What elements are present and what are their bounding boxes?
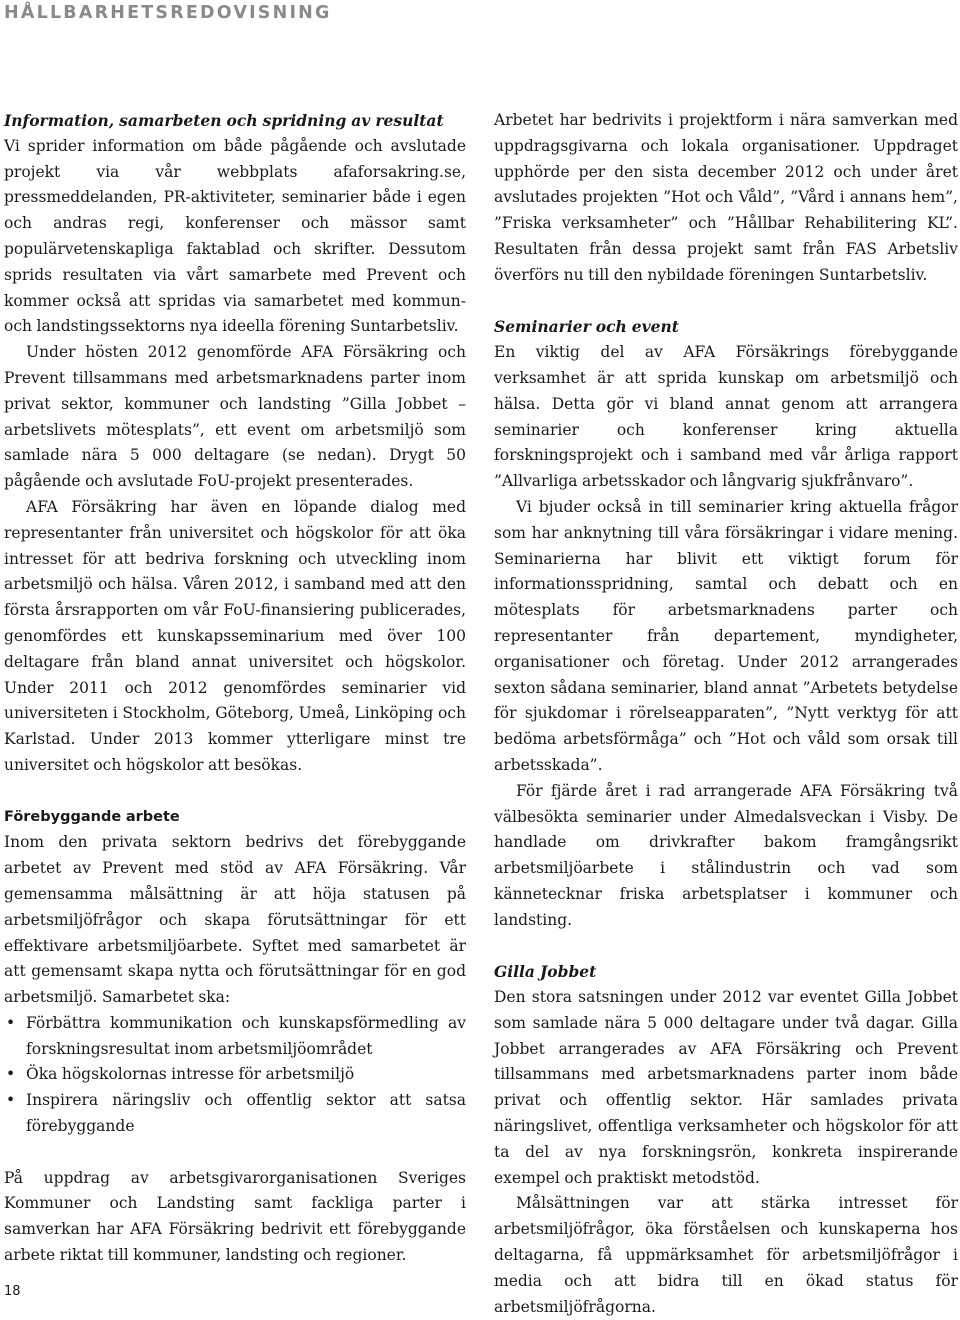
paragraph: Målsättningen var att stärka intresset för arbetsmiljöfrågor, öka förståelsen och kunskaperna hos deltagarna, få uppmärksamhet för arbetsmiljöfrågor i media och att bidra till en ökad status för arbetsmiljöfrågorna. [494,1194,958,1316]
left-column [4,108,466,1269]
paragraph: Vi bjuder också in till seminarier kring aktuella frågor som har anknytning till våra försäkringar i vidare mening. Seminarierna har blivit ett viktigt forum för informationsspridning, samtal och debatt och en mötesplats för arbetsmarknadens parter och representanter från departement, myndigheter, organisationer och företag. Under 2012 arrangerades sexton sådana seminarier, bland annat ”Arbetets betydelse för sjukdomar i rörelseapparaten”, ”Nytt verktyg för att bedöma arbetsförmåga” och ”Hot och våld som orsak till arbetsskada”. [494,497,958,774]
paragraph: På uppdrag av arbetsgivarorganisationen Sveriges Kommuner och Landsting samt fackliga parter i samverkan har AFA Försäkring bedrivit ett förebyggande arbete riktat till kommuner, landsting och regioner. [4,1168,466,1265]
paragraph: En viktig del av AFA Försäkrings förebyggande verksamhet är att sprida kunskap om arbetsmiljö och hälsa. Detta gör vi bland annat genom att arrangera seminarier och konferenser kring aktuella forskningsprojekt och i samband med vår årliga rapport ”Allvarliga arbetsskador och långvarig sjukfrånvaro”. [494,343,958,491]
heading-gilla-jobbet: Gilla Jobbet [494,962,597,982]
list-item: • Förbättra kommunikation och kunskapsförmedling av forskningsresultat inom arbetsmiljöområdet [4,1011,466,1063]
list-item: • Inspirera näringsliv och offentlig sektor att satsa förebyggande [4,1088,466,1140]
paragraph: Vi sprider information om både pågående och avslutade projekt via vår webbplats afaforsakring.se, pressmeddelanden, PR-aktiviteter, seminarier både i egen och andras regi, konferenser och mässor samt populärvetenskapliga faktablad och skrifter. Dessutom sprids resultaten via vårt samarbete med Prevent och kommer också att spridas via samarbetet med kommun- och landstingssektorns nya ideella förening Suntarbetsliv. [4,136,466,336]
heading-seminarier: Seminarier och event [494,317,679,337]
bullet-list [4,1011,466,1140]
paragraph: Arbetet har bedrivits i projektform i nära samverkan med uppdragsgivarna och lokala organisationer. Uppdraget upphörde per den sista december 2012 och under året avslutades projekten ”Hot och Våld”, ”Vård i annans hem”, ”Friska verksamheter” och ”Hållbar Rehabilitering KL”. Resultaten från dessa projekt samt från FAS Arbetsliv överförs nu till den nybildade föreningen Suntarbetsliv. [494,111,958,284]
paragraph: För fjärde året i rad arrangerade AFA Försäkring två välbesökta seminarier under Almedalsveckan i Visby. De handlade om drivkrafter bakom framgångsrikt arbetsmiljöarbete i stålindustrin och vad som kännetecknar friska arbetsplatser i kommuner och landsting. [494,781,958,929]
section-header: HÅLLBARHETSREDOVISNING [4,3,332,23]
list-item: • Öka högskolornas intresse för arbetsmiljö [4,1062,466,1088]
heading-information: Information, samarbeten och spridning av resultat [4,111,444,130]
right-column [494,108,958,1320]
paragraph: Under hösten 2012 genomförde AFA Försäkring och Prevent tillsammans med arbetsmarknadens parter inom privat sektor, kommuner och landsting ”Gilla Jobbet – arbetslivets mötesplats”, ett event om arbetsmiljö som samlade nära 5 000 deltagare (se nedan). Drygt 50 pågående och avslutade FoU-projekt presenterades. [4,343,466,491]
paragraph: AFA Försäkring har även en löpande dialog med representanter från universitet och högskolor för att öka intresset för att bedriva forskning och utveckling inom arbetsmiljö och hälsa. Våren 2012, i samband med att den första årsrapporten om vår FoU-finansiering publicerades, genomfördes ett kunskapsseminarium med över 100 deltagare från bland annat universitet och högskolor. Under 2011 och 2012 genomfördes seminarier vid universiteten i Stockholm, Göteborg, Umeå, Linköping och Karlstad. Under 2013 kommer ytterligare minst tre universitet och högskolor att besökas. [4,497,466,774]
paragraph: Den stora satsningen under 2012 var eventet Gilla Jobbet som samlade nära 5 000 deltagare under två dagar. Gilla Jobbet arrangerades av AFA Försäkring och Prevent tillsammans med arbetsmarknadens parter inom både privat och offentlig sektor. Här samlades privata näringslivet, offentliga verksamheter och högskolor för att ta del av nya forskningsrön, konkreta inspirerande exempel och praktiskt metodstöd. [494,988,958,1187]
paragraph: Inom den privata sektorn bedrivs det förebyggande arbetet av Prevent med stöd av AFA Försäkring. Vår gemensamma målsättning är att höja statusen på arbetsmiljöfrågor och skapa förutsättningar för ett effektivare arbetsmiljöarbete. Syftet med samarbetet är att gemensamt skapa nytta och förutsättningar för en god arbetsmiljö. Samarbetet ska: [4,833,466,1007]
heading-forebyggande: Förebyggande arbete [4,808,180,825]
page-number: 18 [4,1284,21,1299]
